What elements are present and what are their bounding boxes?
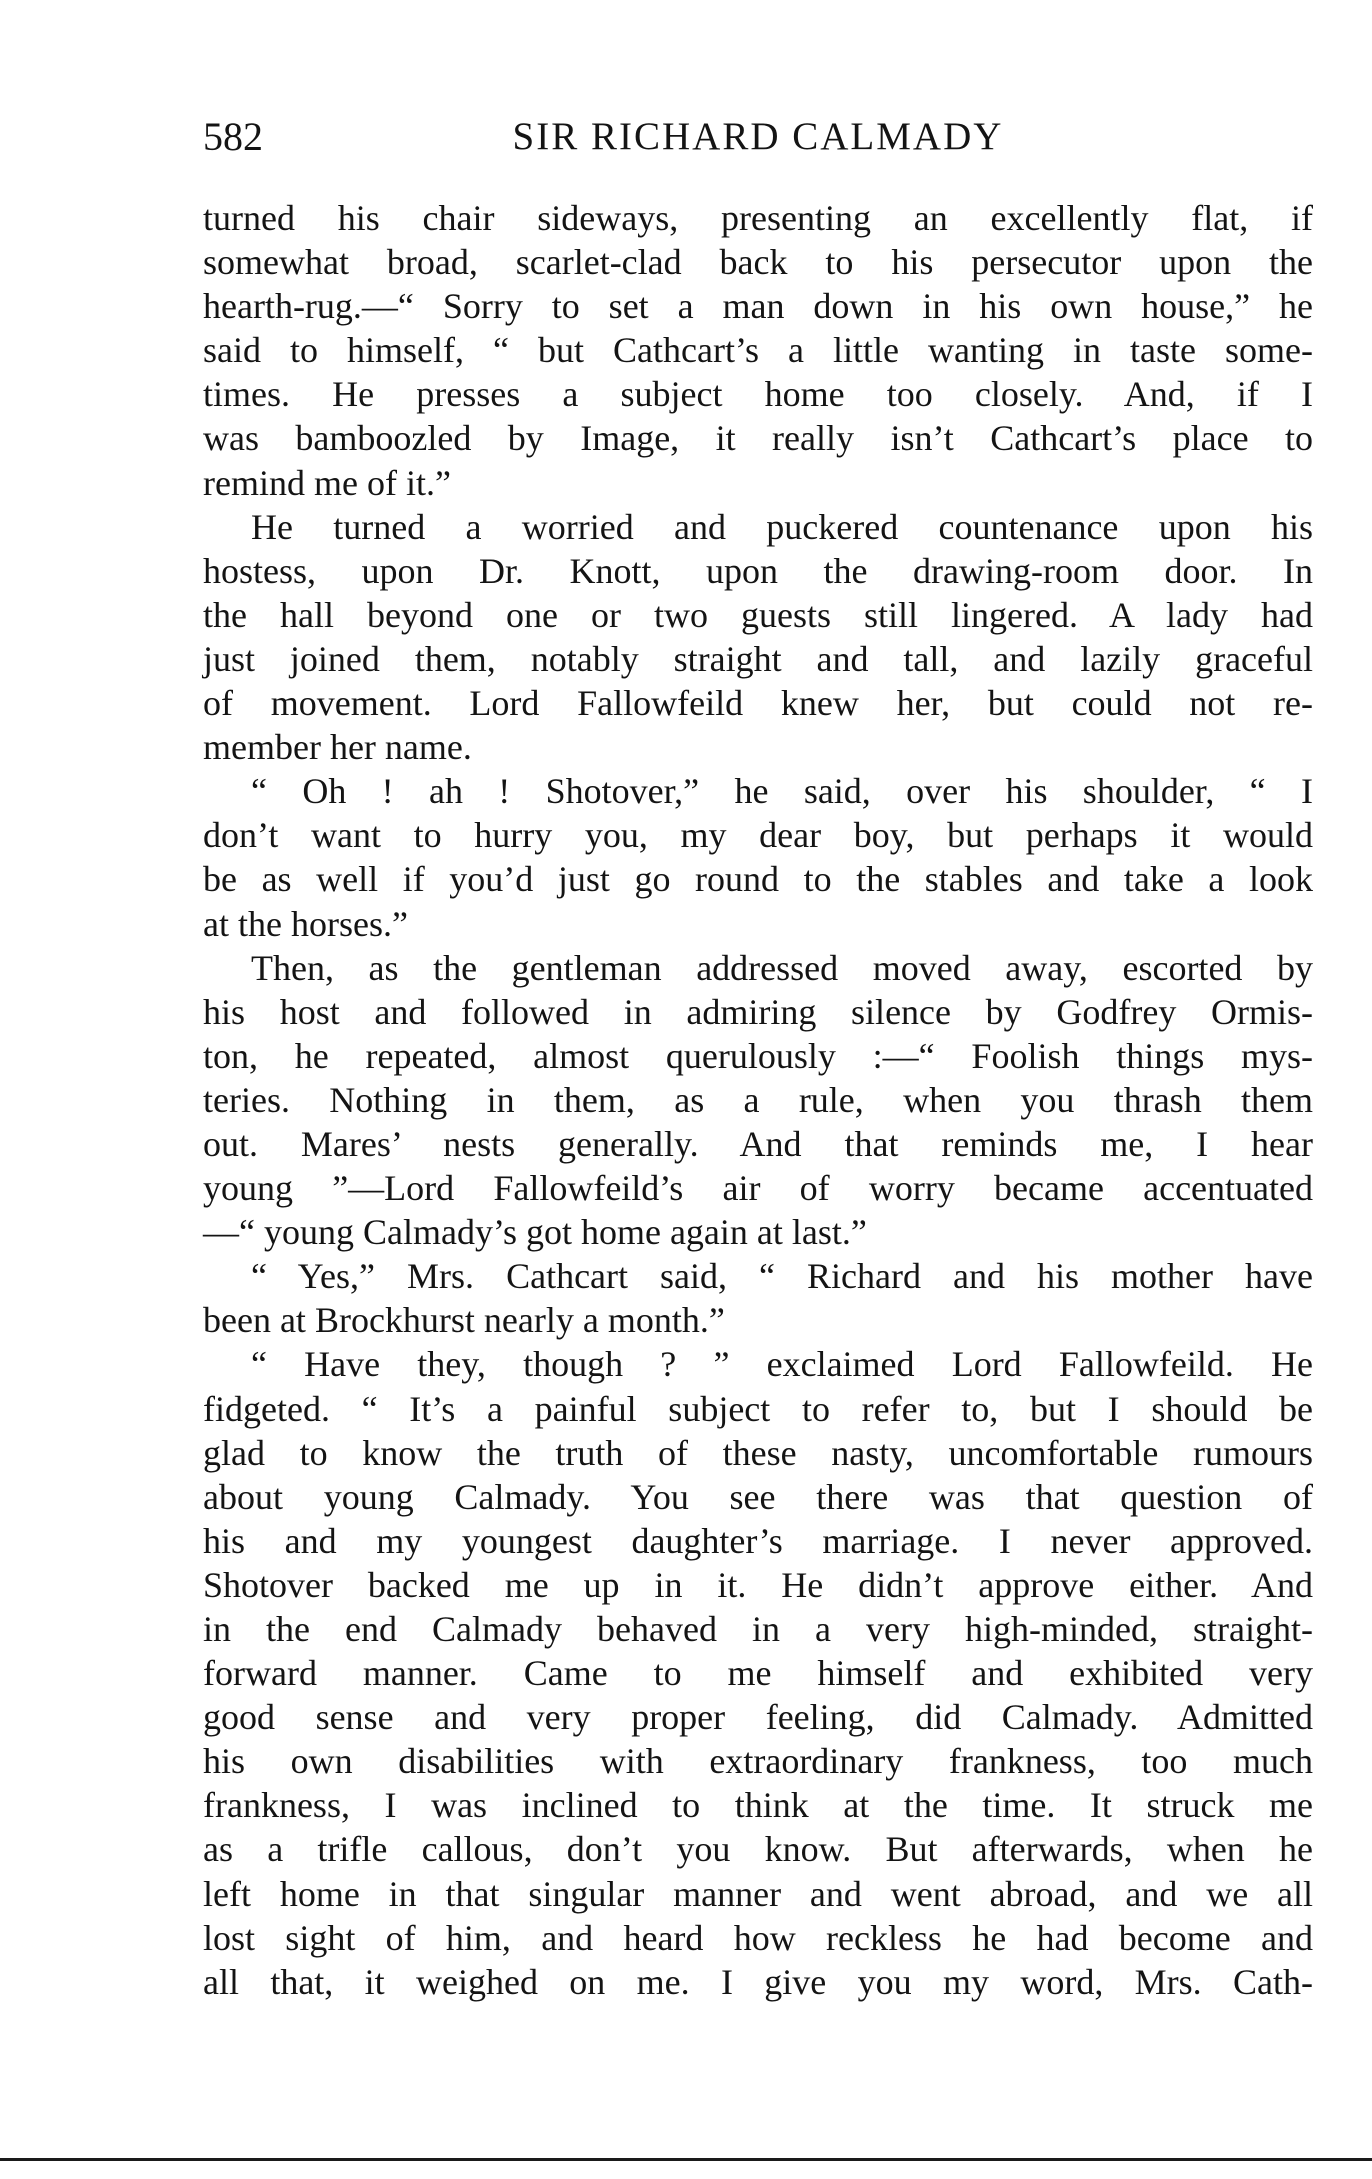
- text-line: “ Have they, though ? ” exclaimed Lord Fallowfeild. He: [251, 1344, 1313, 1385]
- text-line: don’t want to hurry you, my dear boy, but perhaps it would: [203, 815, 1313, 856]
- text-line: Shotover backed me up in it. He didn’t approve either. And: [203, 1564, 1313, 1605]
- text-line: remind me of it.”: [203, 462, 451, 503]
- text-line: be as well if you’d just go round to the stables and take a look: [203, 859, 1313, 900]
- text-line: left home in that singular manner and went abroad, and we all: [203, 1873, 1313, 1914]
- running-head: [203, 112, 1313, 162]
- text-line: of movement. Lord Fallowfeild knew her, but could not re-: [203, 683, 1313, 724]
- text-line: good sense and very proper feeling, did Calmady. Admitted: [203, 1697, 1313, 1738]
- text-line: —“ young Calmady’s got home again at last.”: [203, 1212, 867, 1253]
- text-line: glad to know the truth of these nasty, uncomfortable rumours: [203, 1432, 1313, 1473]
- page-number: 582: [203, 114, 263, 159]
- text-line: somewhat broad, scarlet-clad back to his persecutor upon the: [203, 242, 1313, 283]
- text-line: as a trifle callous, don’t you know. But afterwards, when he: [203, 1829, 1313, 1870]
- text-line: “ Yes,” Mrs. Cathcart said, “ Richard and his mother have: [251, 1256, 1313, 1297]
- text-line: in the end Calmady behaved in a very high-minded, straight-: [203, 1609, 1313, 1649]
- text-line: his host and followed in admiring silence by Godfrey Ormis-: [203, 991, 1313, 1032]
- text-line: just joined them, notably straight and tall, and lazily graceful: [203, 638, 1313, 679]
- text-line: his own disabilities with extraordinary frankness, too much: [203, 1741, 1313, 1782]
- text-line: his and my youngest daughter’s marriage. I never approved.: [203, 1520, 1313, 1561]
- text-line: fidgeted. “ It’s a painful subject to refer to, but I should be: [203, 1388, 1313, 1429]
- text-line: Then, as the gentleman addressed moved away, escorted by: [251, 947, 1313, 988]
- text-line: lost sight of him, and heard how reckless he had become and: [203, 1917, 1313, 1958]
- body-text: [203, 196, 1313, 2004]
- text-line: He turned a worried and puckered countenance upon his: [251, 506, 1313, 547]
- text-line: about young Calmady. You see there was that question of: [203, 1476, 1313, 1517]
- text-line: hearth-rug.—“ Sorry to set a man down in his own house,” he: [203, 286, 1313, 327]
- text-line: at the horses.”: [203, 903, 408, 944]
- text-line: “ Oh ! ah ! Shotover,” he said, over his shoulder, “ I: [251, 771, 1313, 812]
- text-line: frankness, I was inclined to think at the time. It struck me: [203, 1785, 1313, 1826]
- bottom-rule: [0, 2158, 1372, 2161]
- running-title: SIR RICHARD CALMADY: [512, 115, 1004, 158]
- text-line: times. He presses a subject home too closely. And, if I: [203, 374, 1313, 415]
- text-line: said to himself, “ but Cathcart’s a little wanting in taste some-: [203, 330, 1313, 371]
- text-line: hostess, upon Dr. Knott, upon the drawing-room door. In: [203, 550, 1313, 591]
- text-line: been at Brockhurst nearly a month.”: [203, 1300, 725, 1341]
- text-line: ton, he repeated, almost querulously :—“ Foolish things mys-: [203, 1035, 1313, 1076]
- text-line: all that, it weighed on me. I give you my word, Mrs. Cath-: [203, 1961, 1313, 2002]
- text-line: was bamboozled by Image, it really isn’t Cathcart’s place to: [203, 418, 1313, 459]
- text-line: forward manner. Came to me himself and exhibited very: [203, 1653, 1313, 1694]
- text-line: out. Mares’ nests generally. And that reminds me, I hear: [203, 1123, 1313, 1164]
- text-line: teries. Nothing in them, as a rule, when you thrash them: [203, 1079, 1313, 1120]
- text-line: member her name.: [203, 727, 472, 768]
- text-line: the hall beyond one or two guests still lingered. A lady had: [203, 594, 1313, 635]
- text-line: turned his chair sideways, presenting an excellently flat, if: [203, 198, 1313, 238]
- text-line: young ”—Lord Fallowfeild’s air of worry became accentuated: [203, 1168, 1313, 1209]
